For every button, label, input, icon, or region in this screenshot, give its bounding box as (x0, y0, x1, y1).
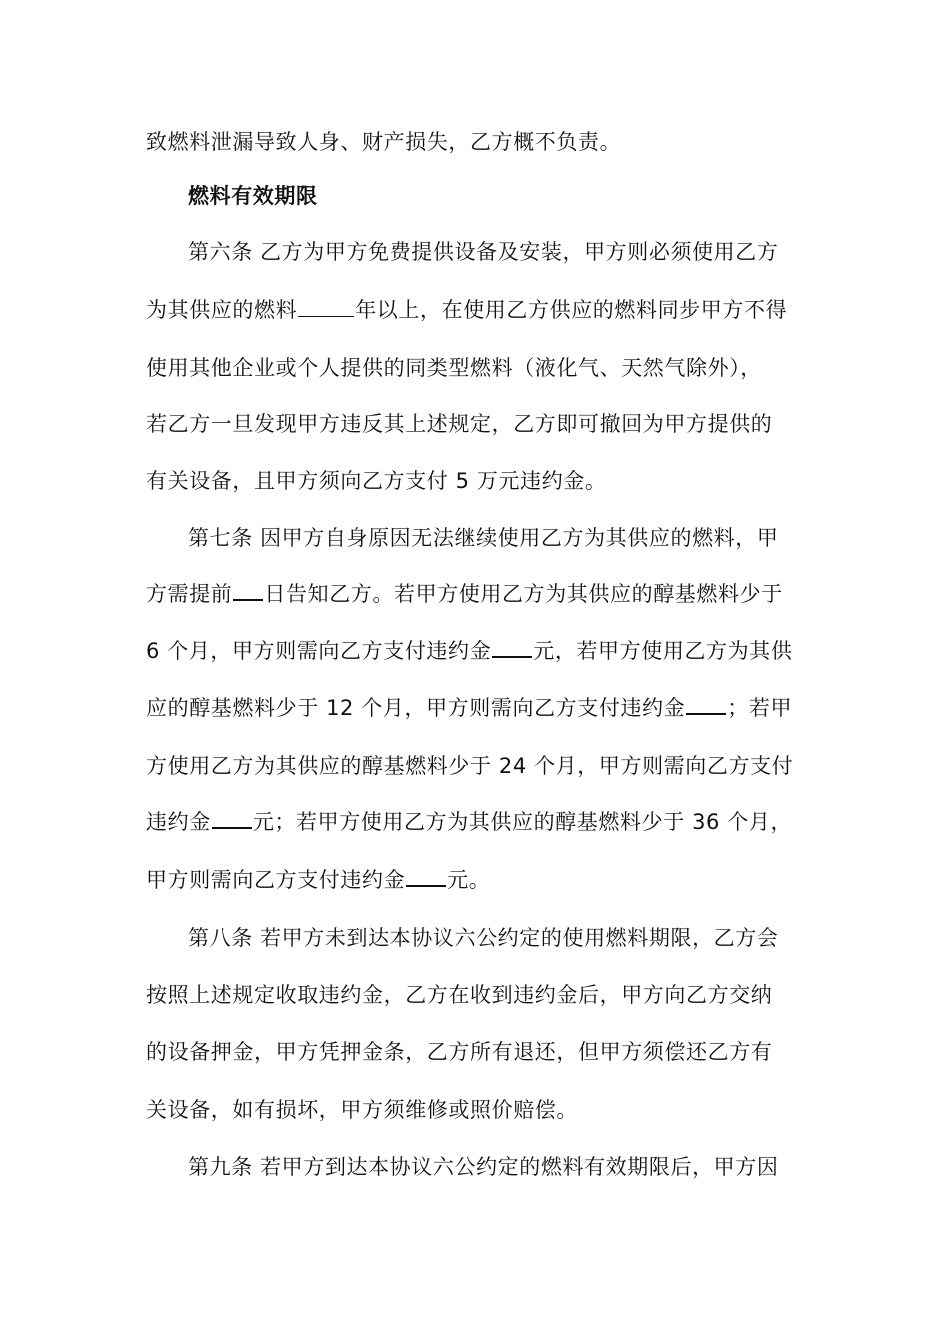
fill-in-blank (233, 579, 263, 601)
paragraph-line (188, 522, 778, 552)
paragraph-line (146, 126, 621, 156)
line-text: 的设备押金，甲方凭押金条，乙方所有退还，但甲方须偿还乙方有 (146, 1040, 773, 1064)
paragraph-line (146, 465, 607, 495)
paragraph-line (146, 750, 793, 780)
line-text: 第八条 若甲方未到达本协议六公约定的使用燃料期限，乙方会 (188, 926, 779, 950)
line-text: 违约金 (146, 810, 211, 834)
line-text: 应的醇基燃料少于 12 个月，甲方则需向乙方支付违约金 (146, 696, 686, 720)
paragraph-line (146, 578, 783, 608)
fill-in-blank (406, 865, 446, 887)
line-text: 第六条 乙方为甲方免费提供设备及安装，甲方则必须使用乙方 (188, 240, 779, 264)
line-text: 使用其他企业或个人提供的同类型燃料（液化气、天然气除外）， (146, 356, 762, 380)
paragraph-line (146, 979, 772, 1009)
line-text: 方需提前 (146, 582, 233, 606)
paragraph-line (188, 236, 778, 266)
line-text: 元。 (447, 868, 491, 892)
line-text: 有关设备，且甲方须向乙方支付 5 万元违约金。 (146, 469, 607, 493)
line-text: 6 个月，甲方则需向乙方支付违约金 (146, 639, 492, 663)
paragraph-line (146, 352, 762, 382)
line-text: 日告知乙方。若甲方使用乙方为其供应的醇基燃料少于 (264, 582, 783, 606)
line-text: 第九条 若甲方到达本协议六公约定的燃料有效期限后，甲方因 (188, 1155, 779, 1179)
line-text: 关设备，如有损坏，甲方须维修或照价赔偿。 (146, 1098, 578, 1122)
paragraph-line (146, 864, 490, 894)
paragraph-line (146, 408, 772, 438)
heading-text: 燃料有效期限 (188, 184, 318, 208)
line-text: 元；若甲方使用乙方为其供应的醇基燃料少于 36 个月， (252, 810, 793, 834)
line-text: 年以上，在使用乙方供应的燃料同步甲方不得 (355, 298, 788, 322)
line-text: 为其供应的燃料 (146, 298, 298, 322)
line-text: 第七条 因甲方自身原因无法继续使用乙方为其供应的燃料，甲 (188, 526, 779, 550)
paragraph-line (146, 635, 792, 665)
section-heading (188, 180, 318, 210)
paragraph-line (188, 1151, 778, 1181)
fill-in-blank (212, 807, 252, 829)
line-text: 按照上述规定收取违约金，乙方在收到违约金后，甲方向乙方交纳 (146, 983, 773, 1007)
paragraph-line (146, 1094, 578, 1124)
line-text: 若乙方一旦发现甲方违反其上述规定，乙方即可撤回为甲方提供的 (146, 412, 773, 436)
line-text: 甲方则需向乙方支付违约金 (146, 868, 406, 892)
paragraph-line (146, 806, 792, 836)
line-text: 方使用乙方为其供应的醇基燃料少于 24 个月，甲方则需向乙方支付 (146, 754, 794, 778)
paragraph-line (146, 1036, 772, 1066)
fill-in-blank (298, 296, 354, 317)
line-text: ；若甲 (727, 696, 793, 720)
fill-in-blank (686, 693, 726, 715)
line-text: 致燃料泄漏导致人身、财产损失，乙方概不负责。 (146, 130, 622, 154)
fill-in-blank (492, 636, 532, 658)
paragraph-line (146, 294, 787, 324)
paragraph-line (188, 922, 778, 952)
paragraph-line (146, 692, 792, 722)
line-text: 元，若甲方使用乙方为其供 (533, 639, 793, 663)
